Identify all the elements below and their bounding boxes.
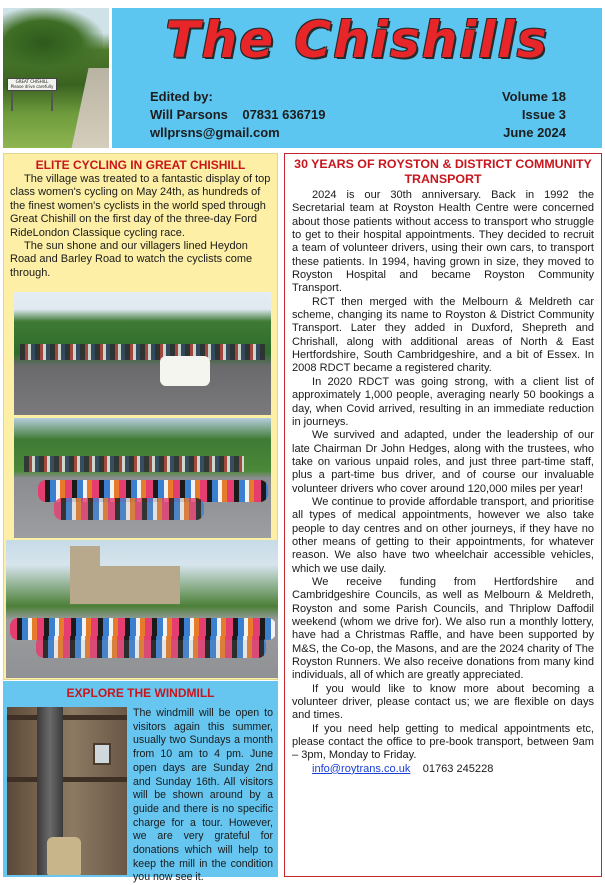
windmill-article <box>3 681 278 884</box>
cycling-title: ELITE CYCLING IN GREAT CHISHILL <box>35 158 246 172</box>
church-tower-shape <box>70 546 100 604</box>
sack-shape <box>47 837 81 875</box>
cycling-photo-church-peloton <box>6 540 278 678</box>
cycling-photo-police-motorbike <box>14 292 271 415</box>
header-village-sign-photo <box>3 8 109 148</box>
windmill-title: EXPLORE THE WINDMILL <box>66 686 215 700</box>
issue-label: Issue 3 <box>521 107 566 122</box>
windmill-text: The windmill will be open to visitors again this summer, usually two Sundays a month from 10 am to 4 pm. June open days are Sunday 2nd and Sunday 16th. All visitors will be shown around by a guide and there is no specific charge for a tour. However, we are very grateful for donations which will help to keep the mill in the condition you now see it. <box>133 707 273 884</box>
rdct-title-line1: 30 YEARS OF ROYSTON & DISTRICT COMMUNITY <box>294 157 592 171</box>
editor-email[interactable]: wllprsns@gmail.com <box>150 125 280 140</box>
rdct-paragraph: 2024 is our 30th anniversary. Back in 1992 the Secretarial team at Royston Health Centre were concerned about those patients without access to transport who struggle to get to their hospital appointments. They decided to recruit a team of volunteer drivers, using their own cars, to transport these patients. In 1994, having grown in size, they moved to Royston Hospital and became Royston Community Transport. <box>292 189 594 295</box>
rdct-article <box>284 153 602 877</box>
motorbike-shape <box>160 356 210 386</box>
windmill-interior-photo <box>7 707 127 875</box>
rdct-paragraph: If you need help getting to medical appointments etc, please contact the office to pre-book transport, between 9am – 3pm, Monday to Friday. <box>292 722 594 762</box>
rdct-paragraph: If you would like to know more about becoming a volunteer driver, please contact us; we are flexible on days and times. <box>292 682 594 722</box>
masthead-band <box>112 8 602 148</box>
rdct-paragraph: We receive funding from Hertfordshire and Cambridgeshire Councils, as well as Melbourn & Meldreth, Royston and some Parish Councils, and Thriplow Daffodil weekend (whom we drive for). We also run a monthly lottery, have had a Christmas Raffle, and have been supported by M&S, the Co-op, the Masons, and are the 2024 charity of The Royston Runners. We also receive donations from many kind individuals, all of which are greatly appreciated. <box>292 575 594 682</box>
crowd-shape <box>24 456 244 472</box>
editor-name-phone: Will Parsons 07831 636719 <box>150 107 326 122</box>
editor-block <box>150 88 400 142</box>
beam-shape <box>7 777 127 782</box>
sign-post <box>11 91 13 111</box>
rdct-contact <box>292 763 594 776</box>
rdct-paragraph: In 2020 RDCT was going strong, with a client list of approximately 1,000 people, averaging nearly 50 bookings a day, when Covid arrived, resulting in an immediate reduction in journeys. <box>292 375 594 428</box>
riders-shape <box>54 498 204 520</box>
date-label: June 2024 <box>503 125 566 140</box>
window-shape <box>93 743 111 765</box>
rdct-paragraph: RCT then merged with the Melbourn & Meldreth car scheme, changing its name to Royston & District Community Transport. Later they added in Duxford, Shepreth and Chrishall, along with additional areas of North & East Hertfordshire, South Cambridgeshire, and a bit of Essex. In 2008 RDCT became a registered charity. <box>292 295 594 375</box>
sign-post <box>51 91 53 111</box>
road-shape <box>69 68 109 148</box>
cycling-paragraph: The village was treated to a fantastic display of top class women's cycling on May 24th, as hundreds of the finest women's cyclists in the world sped through Great Chishill on the first day of the three-day Ford RideLondon Classique cycling race. <box>10 173 271 239</box>
newsletter-title: The Chishills <box>165 11 549 69</box>
rdct-title-line2: TRANSPORT <box>404 172 482 186</box>
crowd-shape <box>20 344 265 360</box>
contact-phone: 01763 245228 <box>422 762 494 775</box>
church-nave-shape <box>100 566 180 604</box>
riders-shape <box>36 636 266 658</box>
cycling-photo-peloton-road <box>14 418 271 538</box>
edited-by-label: Edited by: <box>150 89 213 104</box>
beam-shape <box>7 715 127 720</box>
rdct-paragraph: We continue to provide affordable transport, and prioritise all types of medical appointments, however we also take people to day centres and on other journeys, if they have no other means of getting to their appointments, for whatever reason. We also have two wheelchair accessible vehicles, which we use daily. <box>292 495 594 575</box>
volume-label: Volume 18 <box>501 89 566 104</box>
issue-block <box>446 88 566 142</box>
contact-email-link[interactable]: info@roytrans.co.uk <box>312 762 411 775</box>
cycling-paragraph: The sun shone and our villagers lined Heydon Road and Barley Road to watch the cyclists come through. <box>10 240 253 279</box>
village-sign-subtext: Please drive carefully <box>10 84 54 89</box>
rdct-title <box>292 157 594 187</box>
village-sign-text: GREAT CHISHILL <box>15 79 49 84</box>
village-sign <box>7 78 57 91</box>
rdct-paragraph: We survived and adapted, under the leadership of our late Chairman Dr John Hedges, along with the trustees, who take on various unpaid roles, and just three part-time staff, plus a part-time bus driver, and of course our invaluable volunteer drivers who cover around 120,000 miles per year! <box>292 429 594 495</box>
